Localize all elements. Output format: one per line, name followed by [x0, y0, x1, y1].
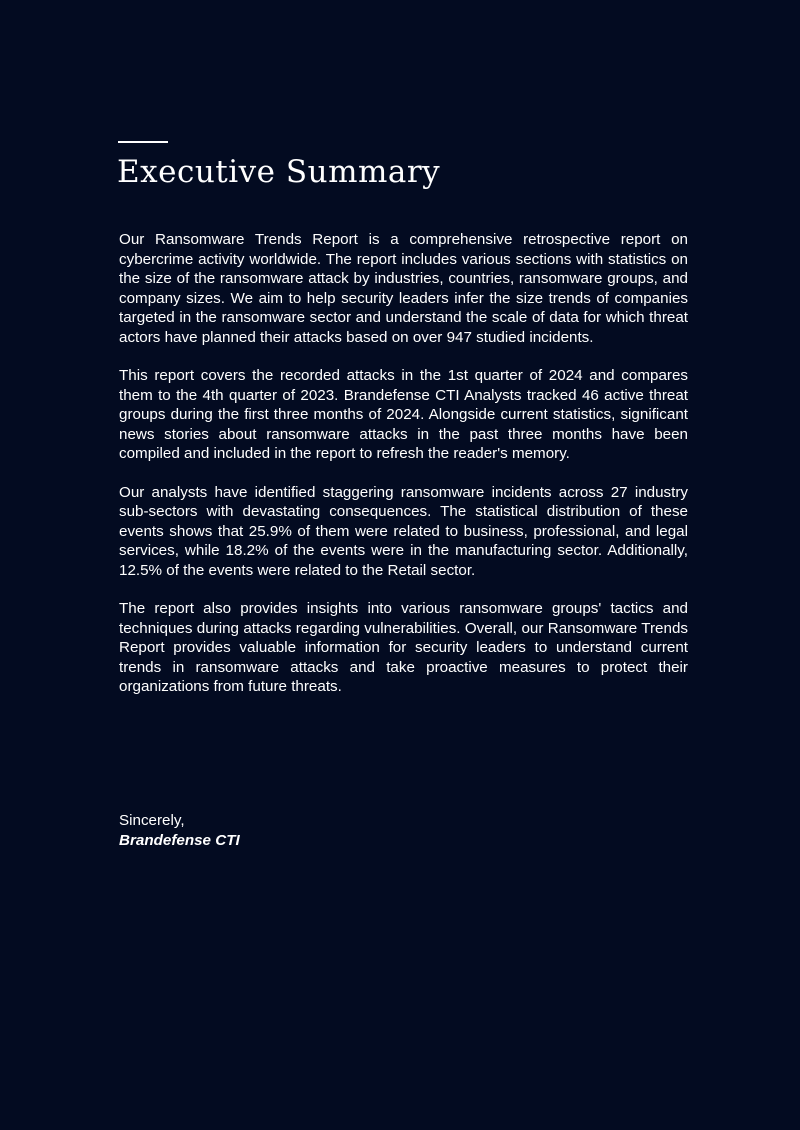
page-title: Executive Summary	[117, 154, 441, 190]
summary-paragraph: The report also provides insights into various ransomware groups' tactics and techniques during attacks regarding vulnerabilities. Overall, our Ransomware Trends Report provides valuable information for security leaders to understand current trends in ransomware attacks and take proactive measures to protect their organizations from future threats.	[119, 600, 688, 695]
closing-block	[119, 811, 688, 851]
summary-paragraph: Our Ransomware Trends Report is a comprehensive retrospective report on cybercrime activity worldwide. The report includes various sections with statistics on the size of the ransomware attack by industries, countries, ransomware groups, and company sizes. We aim to help security leaders infer the size trends of companies targeted in the ransomware sector and understand the scale of data for which threat actors have planned their attacks based on over 947 studied incidents.	[119, 231, 688, 346]
summary-paragraph: Our analysts have identified staggering ransomware incidents across 27 industry sub-sectors with devastating consequences. The statistical distribution of these events shows that 25.9% of them were related to business, professional, and legal services, while 18.2% of the events were in the manufacturing sector. Additionally, 12.5% of the events were related to the Retail sector.	[119, 483, 688, 579]
summary-body	[119, 230, 688, 716]
salutation: Sincerely,	[119, 812, 185, 829]
signature: Brandefense CTI	[119, 832, 240, 849]
title-divider	[118, 141, 168, 143]
summary-paragraph: This report covers the recorded attacks in the 1st quarter of 2024 and compares them to the 4th quarter of 2023. Brandefense CTI Analysts tracked 46 active threat groups during the first three months of 2024. Alongside current statistics, significant news stories about ransomware attacks in the past three months have been compiled and included in the report to refresh the reader's memory.	[119, 367, 688, 462]
